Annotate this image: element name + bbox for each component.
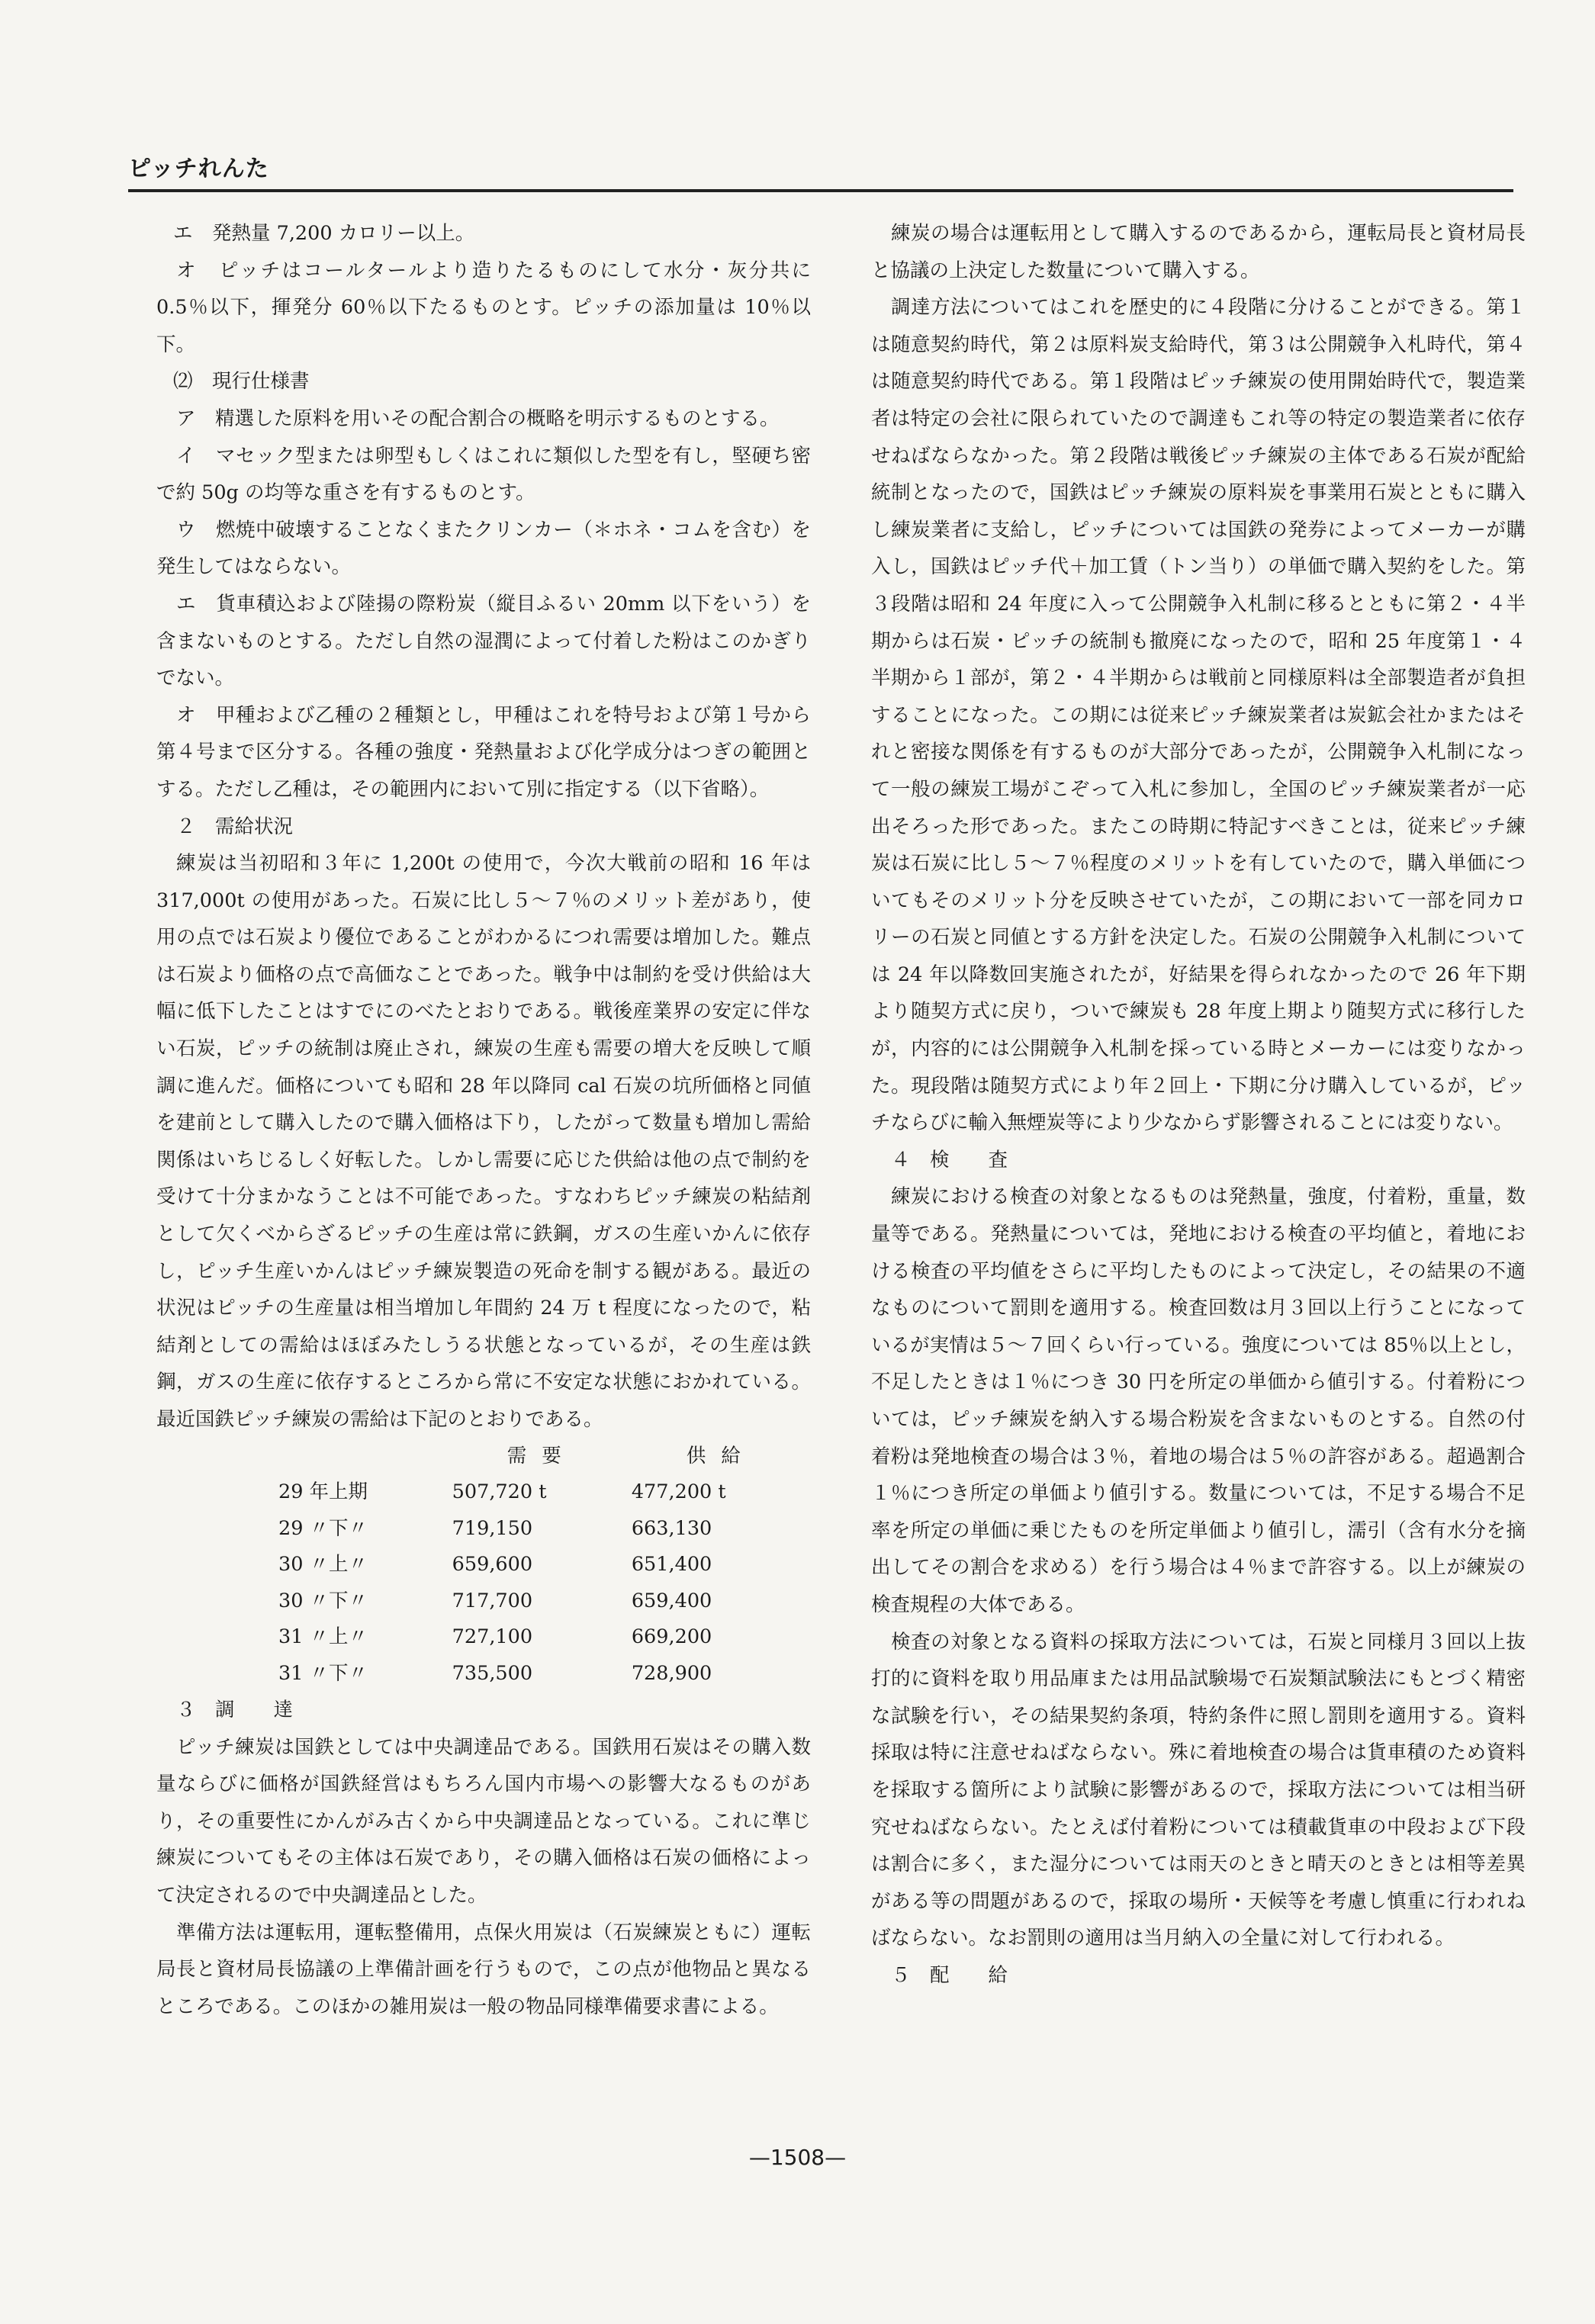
right-column xyxy=(871,215,1526,1995)
paragraph: 検査の対象となる資料の採取方法については，石炭と同様月３回以上抜打的に資料を取り用品庫または用品試験場で石炭類試験法にもとづく精密な試験を行い，その結果契約条項，特約条件に照し罰則を適用する。資料採取は特に注意せねばならない。殊に着地検査の場合は貨車積のため資料を採取する箇所により試験に影響があるので，採取方法については相当研究せねばならない。たとえば付着粉については積載貨車の中段および下段は割合に多く，また湿分については雨天のときと晴天のときとは相等差異がある等の問題があるので，採取の場所・天候等を考慮し慎重に行われねばならない。なお罰則の適用は当月納入の全量に対して行われる。 xyxy=(871,1630,1526,1950)
table-header-period xyxy=(256,1438,452,1475)
paragraph: イ マセック型または卵型もしくはこれに類似した型を有し，堅硬ち密で約 50g の均等な重さを有するものとす。 xyxy=(156,444,811,505)
table-cell-supply: 669,200 xyxy=(631,1625,712,1649)
paragraph: 練炭の場合は運転用として購入するのであるから，運転局長と資材局長と協議の上決定した数量について購入する。 xyxy=(871,222,1526,282)
table-cell-demand: 717,700 xyxy=(452,1589,533,1612)
table-cell-demand: 507,720 t xyxy=(452,1480,547,1504)
table-cell-period: 31 〃上〃 xyxy=(278,1625,368,1649)
paragraph: エ 発熱量 7,200 カロリー以上。 xyxy=(173,222,475,245)
table-row xyxy=(256,1547,811,1583)
paragraph: ピッチ練炭は国鉄としては中央調達品である。国鉄用石炭はその購入数量ならびに価格が国鉄経営はもちろん国内市場への影響大なるものがあり，その重要性にかんがみ古くから中央調達品となっている。これに準じ練炭についてもその主体は石炭であり，その購入価格は石炭の価格によって決定されるので中央調達品とした。 xyxy=(156,1735,811,1908)
supply-demand-table xyxy=(256,1438,811,1692)
page-number: —1508— xyxy=(748,2145,847,2170)
table-cell-demand: 727,100 xyxy=(452,1625,533,1649)
table-row xyxy=(256,1619,811,1656)
table-cell-demand: 659,600 xyxy=(452,1553,533,1577)
table-cell-supply: 477,200 t xyxy=(631,1480,726,1504)
table-row xyxy=(256,1583,811,1620)
paragraph: ア 精選した原料を用いその配合割合の概略を明示するものとする。 xyxy=(176,407,780,430)
section-heading: ５ 配 給 xyxy=(891,1963,1008,1987)
table-cell-supply: 663,130 xyxy=(631,1516,712,1540)
left-column xyxy=(156,215,811,2025)
paragraph: エ 貨車積込および陸揚の際粉炭（縦目ふるい 20mm 以下をいう）を含まないものとする。ただし自然の湿潤によって付着した粉はこのかぎりでない。 xyxy=(156,592,811,690)
section-heading: ２ 需給状況 xyxy=(176,815,294,838)
table-row xyxy=(256,1656,811,1692)
paragraph: 調達方法についてはこれを歴史的に４段階に分けることができる。第１は随意契約時代，第２は原料炭支給時代，第３は公開競争入札時代，第４は随意契約時代である。第１段階はピッチ練炭の使用開始時代で，製造業者は特定の会社に限られていたので調達もこれ等の特定の製造業者に依存せねばならなかった。第２段階は戦後ピッチ練炭の主体である石炭が配給統制となったので，国鉄はピッチ練炭の原料炭を事業用石炭とともに購入し練炭業者に支給し，ピッチについては国鉄の発券によってメーカーが購入し，国鉄はピッチ代＋加工賃（トン当り）の単価で購入契約をした。第３段階は昭和 24 年度に入って公開競争入札制に移るとともに第２・４半期からは石炭・ピッチの統制も撤廃になったので，昭和 25 年度第１・４半期から１部が，第２・４半期からは戦前と同様原料は全部製造者が負担することになった。この期には従来ピッチ練炭業者は炭鉱会社かまたはそれと密接な関係を有するものが大部分であったが，公開競争入札制になって一般の練炭工場がこぞって入札に参加し，全国のピッチ練炭業者が一応出そろった形であった。またこの時期に特記すべきことは，従来ピッチ練炭は石炭に比し５～７％程度のメリットを有していたので，購入単価についてもそのメリット分を反映させていたが，この期において一部を同カロリーの石炭と同値とする方針を決定した。石炭の公開競争入札制については 24 年以降数回実施されたが，好結果を得られなかったので 26 年下期より随契方式に戻り，ついで練炭も 28 年度上期より随契方式に移行したが，内容的には公開競争入札制を採っている時とメーカーには変りなかった。現段階は随契方式により年２回上・下期に分け購入しているが，ピッチならびに輸入無煙炭等により少なからず影響されることには変りない。 xyxy=(871,296,1526,1135)
table-row xyxy=(256,1511,811,1548)
table-cell-period: 29 〃下〃 xyxy=(278,1516,368,1540)
section-heading: ４ 検 査 xyxy=(891,1148,1008,1172)
left-column-text xyxy=(156,215,811,1438)
table-cell-supply: 728,900 xyxy=(631,1661,712,1685)
table-cell-demand: 735,500 xyxy=(452,1661,533,1685)
table-cell-demand: 719,150 xyxy=(452,1516,533,1540)
table-header-row xyxy=(256,1438,811,1475)
paragraph: ⑵ 現行仕様書 xyxy=(173,370,310,394)
paragraph: オ 甲種および乙種の２種類とし，甲種はこれを特号および第１号から第４号まで区分する。各種の強度・発熱量および化学成分はつぎの範囲とする。ただし乙種は，その範囲内において別に指定する（以下省略）。 xyxy=(156,703,811,801)
running-header-title: ピッチれんた xyxy=(128,156,269,182)
section-heading: ３ 調 達 xyxy=(176,1699,294,1722)
header-rule xyxy=(128,189,1513,192)
table-header-demand: 需要 xyxy=(506,1444,577,1467)
paragraph: 練炭における検査の対象となるものは発熱量，強度，付着粉，重量，数量等である。発熱量については，発地における検査の平均値と，着地における検査の平均値をさらに平均したものによって決定し，その結果の不適なものについて罰則を適用する。検査回数は月３回以上行うことになっているが実情は５～７回くらい行っている。強度については 85％以上とし，不足したときは１％につき 30 円を所定の単価から値引する。付着粉については，ピッチ練炭を納入する場合粉炭を含まないものとする。自然の付着粉は発地検査の場合は３％，着地の場合は５％の許容がある。超過割合１％につき所定の単価より値引する。数量については，不足する場合不足率を所定の単価に乗じたものを所定単価より値引し，濡引（含有水分を摘出してその割合を求める）を行う場合は４％まで許容する。以上が練炭の検査規程の大体である。 xyxy=(871,1185,1526,1616)
left-column-text-after-table xyxy=(156,1692,811,2025)
table-body xyxy=(256,1474,811,1692)
paragraph: 練炭は当初昭和３年に 1,200t の使用で，今次大戦前の昭和 16 年は 317,000t の使用があった。石炭に比し５～７％のメリット差があり，使用の点では石炭より優位であることがわかるにつれ需要は増加した。難点は石炭より価格の点で高価なことであった。戦争中は制約を受け供給は大幅に低下したことはすでにのべたとおりである。戦後産業界の安定に伴ない石炭，ピッチの統制は廃止され，練炭の生産も需要の増大を反映して順調に進んだ。価格についても昭和 28 年以降同 cal 石炭の坑所価格と同値を建前として購入したので購入価格は下り，したがって数量も増加し需給関係はいちじるしく好転した。しかし需要に応じた供給は他の点で制約を受けて十分まかなうことは不可能であった。すなわちピッチ練炭の粘結剤として欠くべからざるピッチの生産は常に鉄鋼，ガスの生産いかんに依存し，ピッチ生産いかんはピッチ練炭製造の死命を制する観がある。最近の状況はピッチの生産量は相当増加し年間約 24 万 t 程度になったので，粘結剤としての需給はほぼみたしうる状態となっているが，その生産は鉄鋼，ガスの生産に依存するところから常に不安定な状態におかれている。最近国鉄ピッチ練炭の需給は下記のとおりである。 xyxy=(156,852,811,1431)
table-cell-supply: 651,400 xyxy=(631,1553,712,1577)
table-cell-period: 30 〃上〃 xyxy=(278,1553,368,1577)
table-row xyxy=(256,1474,811,1511)
table-header-supply: 供給 xyxy=(686,1444,756,1467)
right-column-text xyxy=(871,215,1526,1995)
paragraph: オ ピッチはコールタールより造りたるものにして水分・灰分共に 0.5％以下，揮発分 60％以下たるものとす。ピッチの添加量は 10％以下。 xyxy=(156,259,811,356)
table-cell-period: 30 〃下〃 xyxy=(278,1589,368,1612)
table-cell-period: 31 〃下〃 xyxy=(278,1661,368,1685)
paragraph: 準備方法は運転用，運転整備用，点保火用炭は（石炭練炭ともに）運転局長と資材局長協議の上準備計画を行うもので，この点が他物品と異なるところである。このほかの雑用炭は一般の物品同様準備要求書による。 xyxy=(156,1921,811,2018)
paragraph: ウ 燃焼中破壊することなくまたクリンカー（＊ホネ・コムを含む）を発生してはならない。 xyxy=(156,518,811,579)
table-cell-supply: 659,400 xyxy=(631,1589,712,1612)
table-cell-period: 29 年上期 xyxy=(278,1480,368,1504)
